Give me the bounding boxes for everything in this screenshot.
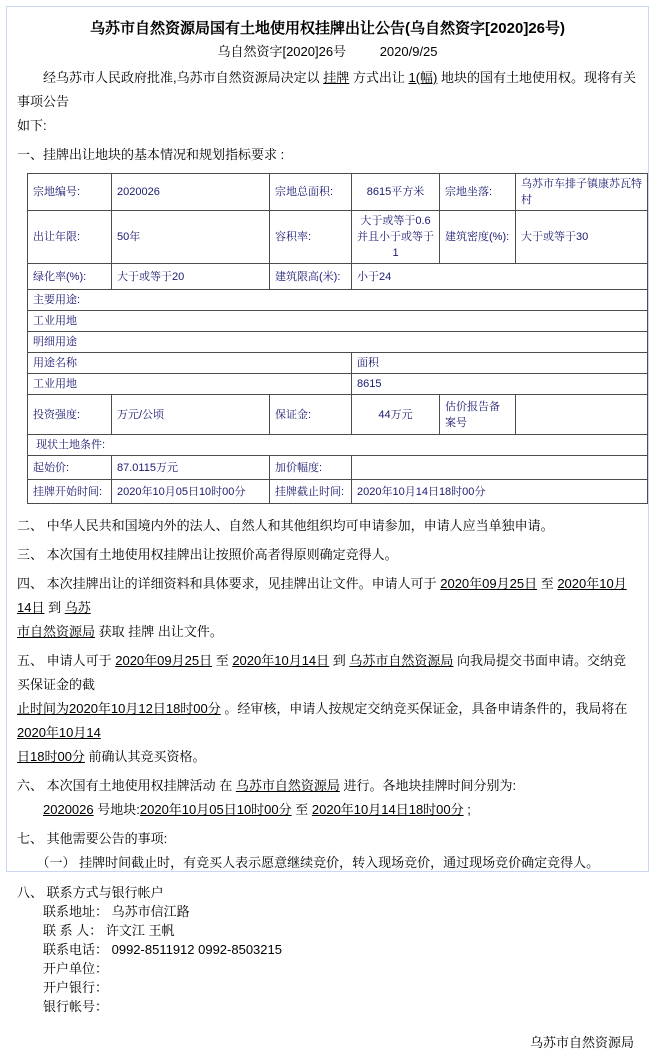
table-cell: 小于24 (352, 264, 648, 290)
table-cell: 现状土地条件: (28, 435, 648, 456)
text-segment: 二、 中华人民共和国境内外的法人、自然人和其他组织均可申请参加，申请人应当单独申请。 (17, 518, 554, 533)
text-segment: 号地块: (93, 802, 140, 817)
text-segment: 一、挂牌出让地块的基本情况和规划指标要求 : (17, 147, 285, 162)
table-cell: 8615平方米 (352, 174, 440, 211)
underlined-value: 2020年10月14 (17, 725, 101, 740)
underlined-value: 乌苏市自然资源局 (349, 653, 454, 668)
announcement-content (7, 7, 648, 1051)
text-line (17, 649, 638, 697)
text-segment: 如下: (17, 118, 47, 133)
section-7 (17, 827, 638, 875)
table-cell: 保证金: (270, 395, 352, 435)
table-cell: 8615 (352, 374, 648, 395)
text-segment (17, 802, 43, 817)
underlined-value: 2020年10月05日10时00分 (139, 802, 292, 817)
table-cell: 2020年10月05日10时00分 (112, 480, 270, 504)
underlined-value: 2020年10月14日 (232, 653, 330, 668)
text-line (17, 774, 638, 798)
text-line (17, 143, 638, 167)
text-segment: 方式出让 (349, 70, 409, 85)
table-row (28, 456, 648, 480)
table-cell: 乌苏市车排子镇康苏瓦特村 (516, 174, 648, 211)
table-row (28, 435, 648, 456)
table-cell: 绿化率(%): (28, 264, 112, 290)
table-cell: 大于或等于30 (516, 211, 648, 264)
table-cell: 2020026 (112, 174, 270, 211)
table-row (28, 264, 648, 290)
text-line (17, 543, 638, 567)
section-1-heading (17, 143, 638, 167)
text-segment: 开户银行： (17, 980, 109, 995)
text-segment: 地块的国有土地使用权。现将有关事项公告 (17, 70, 636, 109)
doc-meta (17, 43, 638, 61)
text-line (17, 620, 638, 644)
text-segment: 八、 联系方式与银行帐户 (17, 885, 164, 900)
text-line (17, 827, 638, 851)
underlined-value: 市自然资源局 (17, 624, 96, 639)
underlined-value: 2020年09月25日 (440, 576, 538, 591)
text-segment: 七、 其他需要公告的事项: (17, 831, 168, 846)
text-segment: 到 (44, 600, 65, 615)
table-cell: 87.0115万元 (112, 456, 270, 480)
text-segment: 至 (537, 576, 558, 591)
text-segment: 经乌苏市人民政府批准,乌苏市自然资源局决定以 (17, 70, 324, 85)
intro-paragraph (17, 66, 638, 138)
text-segment: 五、 申请人可于 (17, 653, 116, 668)
text-segment: 到 (329, 653, 350, 668)
table-cell: 面积 (352, 353, 648, 374)
table-cell: 估价报告备案号 (440, 395, 516, 435)
table-row (28, 480, 648, 504)
text-line (17, 883, 638, 902)
text-segment: 至 (212, 653, 233, 668)
table-cell: 挂牌截止时间: (270, 480, 352, 504)
table-row (28, 211, 648, 264)
table-cell: 宗地总面积: (270, 174, 352, 211)
table-cell: 建筑限高(米): (270, 264, 352, 290)
table-row (28, 353, 648, 374)
text-segment: 六、 本次国有土地使用权挂牌活动 在 (17, 778, 236, 793)
table-cell: 44万元 (352, 395, 440, 435)
underlined-value: 乌苏 (64, 600, 91, 615)
text-line (17, 798, 638, 822)
text-line (17, 572, 638, 620)
text-line (17, 921, 638, 940)
table-cell: 用途名称 (28, 353, 352, 374)
section-4 (17, 572, 638, 644)
text-segment: 联系地址： 乌苏市信江路 (17, 904, 190, 919)
text-line (17, 959, 638, 978)
table-cell: 工业用地 (28, 311, 648, 332)
land-parcel-table (27, 173, 648, 504)
text-segment: 向我局提交书面申请。交纳竞买保证金的截 (17, 653, 627, 692)
text-line (17, 851, 638, 875)
underlined-value: 2020年10月14日18时00分 (311, 802, 464, 817)
section-3 (17, 543, 638, 567)
table-cell: 容积率: (270, 211, 352, 264)
text-segment: 联 系 人： 许文江 王帆 (17, 923, 175, 938)
table-cell: 明细用途 (28, 332, 648, 353)
underlined-value: 止时间为2020年10月12日18时00分 (17, 701, 221, 716)
table-row (28, 374, 648, 395)
underlined-value: 1(幅) (408, 70, 438, 85)
table-cell: 宗地编号: (28, 174, 112, 211)
text-segment: 银行帐号： (17, 999, 109, 1014)
page-title: 乌苏市自然资源局国有土地使用权挂牌出让公告(乌自然资字[2020]26号) (89, 20, 566, 37)
table-cell: 主要用途: (28, 290, 648, 311)
underlined-value: 2020年09月25日 (115, 653, 213, 668)
table-cell: 起始价: (28, 456, 112, 480)
text-segment: 获取 挂牌 出让文件。 (95, 624, 223, 639)
text-line (17, 66, 638, 114)
section-2 (17, 514, 638, 538)
text-line (17, 940, 638, 959)
text-line (17, 697, 638, 745)
table-row (28, 174, 648, 211)
text-segment: 三、 本次国有土地使用权挂牌出让按照价高者得原则确定竞得人。 (17, 547, 398, 562)
table-row (28, 290, 648, 311)
text-segment: 前确认其竞买资格。 (84, 749, 206, 764)
table-row (28, 311, 648, 332)
table-cell: 大于或等于20 (112, 264, 270, 290)
text-line (17, 902, 638, 921)
underlined-value: 挂牌 (323, 70, 350, 85)
text-segment: 至 (291, 802, 312, 817)
table-cell: 万元/公顷 (112, 395, 270, 435)
text-segment: 进行。各地块挂牌时间分别为: (339, 778, 517, 793)
text-line (17, 114, 638, 138)
table-cell: 出让年限: (28, 211, 112, 264)
underlined-value: 2020026 (43, 802, 94, 817)
text-segment: 四、 本次挂牌出让的详细资料和具体要求，见挂牌出让文件。申请人可于 (17, 576, 441, 591)
table-cell: 加价幅度: (270, 456, 352, 480)
body-sections (17, 514, 638, 1016)
intro-sections (17, 66, 638, 167)
table-cell: 工业用地 (28, 374, 352, 395)
table-cell: 宗地坐落: (440, 174, 516, 211)
footer-signature: 乌苏市自然资源局 (529, 1035, 634, 1050)
table-cell: 大于或等于0.6 并且小于或等于1 (352, 211, 440, 264)
section-6 (17, 774, 638, 822)
underlined-value: 2020年10月14日 (17, 576, 627, 615)
text-line (17, 978, 638, 997)
underlined-value: 日18时00分 (17, 749, 85, 764)
text-line (17, 745, 638, 769)
table-cell: 建筑密度(%): (440, 211, 516, 264)
table-cell: 50年 (112, 211, 270, 264)
table-row (28, 332, 648, 353)
text-segment: 联系电话： 0992-8511912 0992-8503215 (17, 942, 282, 957)
text-segment: （一） 挂牌时间截止时，有竞买人表示愿意继续竞价，转入现场竞价，通过现场竞价确定竞得人。 (17, 855, 600, 870)
announcement-page (6, 6, 649, 1050)
table-cell (352, 456, 648, 480)
section-5 (17, 649, 638, 769)
doc-number: 乌自然资字[2020]26号 (217, 44, 347, 59)
table-row (28, 395, 648, 435)
table-cell: 投资强度: (28, 395, 112, 435)
text-line (17, 997, 638, 1016)
underlined-value: 乌苏市自然资源局 (235, 778, 340, 793)
table-cell (516, 395, 648, 435)
table-cell: 2020年10月14日18时00分 (352, 480, 648, 504)
table-cell: 挂牌开始时间: (28, 480, 112, 504)
section-8-contact (17, 883, 638, 1016)
doc-date: 2020/9/25 (379, 44, 438, 59)
text-segment: ; (463, 802, 471, 817)
text-line (17, 514, 638, 538)
text-segment: 。经审核，申请人按规定交纳竞买保证金，具备申请条件的，我局将在 (220, 701, 631, 716)
text-segment: 开户单位： (17, 961, 109, 976)
